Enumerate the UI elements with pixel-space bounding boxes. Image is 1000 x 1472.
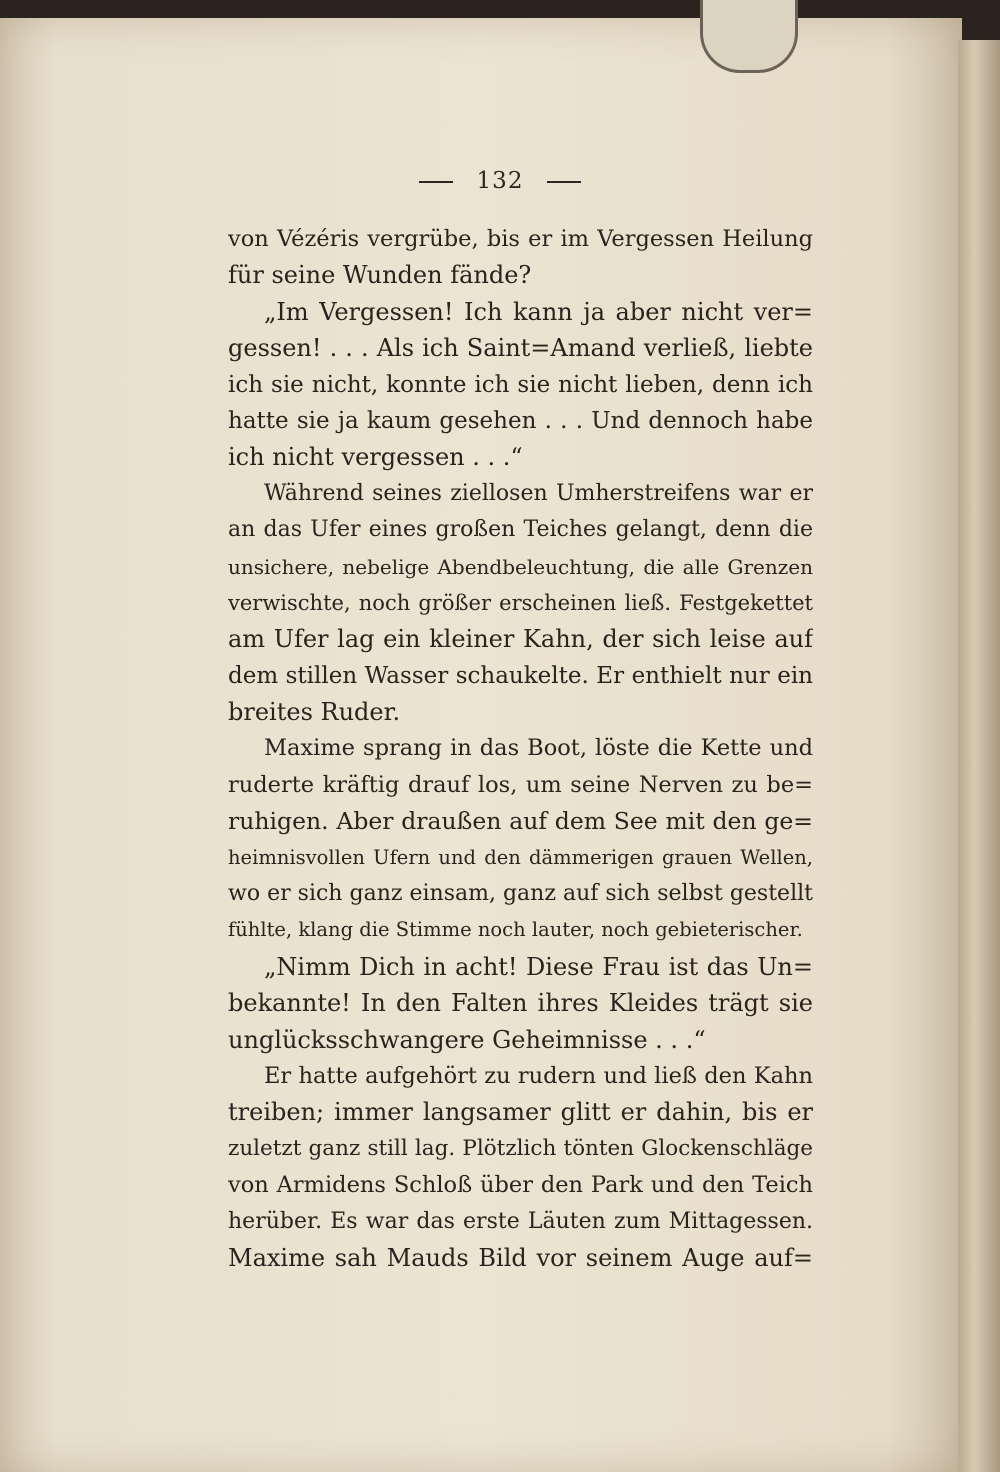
page-number: [0, 168, 1000, 194]
text-line: wo er sich ganz einsam, ganz auf sich selbst gestellt: [228, 881, 813, 907]
text-line: gessen! . . . Als ich Saint=Amand verließ, liebte: [228, 334, 813, 363]
page-number-dash-right: [547, 181, 581, 183]
text-line: Er hatte aufgehört zu rudern und ließ den Kahn: [264, 1062, 813, 1089]
text-line: unsichere, nebelige Abendbeleuchtung, die alle Grenzen: [228, 554, 813, 579]
text-line: Maxime sah Mauds Bild vor seinem Auge auf=: [228, 1243, 813, 1272]
text-line: an das Ufer eines großen Teiches gelangt, denn die: [228, 517, 813, 543]
body-text: [228, 221, 813, 1276]
text-line: zuletzt ganz still lag. Plötzlich tönten Glockenschläge: [228, 1135, 813, 1161]
text-line: ruderte kräftig drauf los, um seine Nerven zu be=: [228, 771, 813, 798]
text-line: ich sie nicht, konnte ich sie nicht lieben, denn ich: [228, 371, 813, 398]
text-line: Während seines ziellosen Umherstreifens war er: [264, 480, 813, 506]
text-line: „Nimm Dich in acht! Diese Frau ist das Un=: [264, 952, 813, 981]
text-line: treiben; immer langsamer glitt er dahin, bis er: [228, 1098, 813, 1127]
text-line: „Im Vergessen! Ich kann ja aber nicht ver=: [264, 297, 813, 326]
text-line: ruhigen. Aber draußen auf dem See mit den ge=: [228, 807, 813, 836]
page-edge: [958, 40, 1000, 1472]
text-line: am Ufer lag ein kleiner Kahn, der sich leise auf: [228, 625, 813, 654]
page-number-value: 132: [476, 168, 524, 194]
text-line: von Vézéris vergrübe, bis er im Vergessen Heilung: [228, 226, 813, 252]
text-line: bekannte! In den Falten ihres Kleides trägt sie: [228, 989, 813, 1018]
text-line: heimnisvollen Ufern und den dämmerigen grauen Wellen,: [228, 845, 813, 869]
corner-mark: [700, 0, 798, 73]
text-line: dem stillen Wasser schaukelte. Er enthielt nur ein: [228, 662, 813, 689]
text-line: für seine Wunden fände?: [228, 261, 532, 290]
text-line: verwischte, noch größer erscheinen ließ. Festgekettet: [228, 590, 813, 615]
text-line: unglücksschwangere Geheimnisse . . .“: [228, 1025, 706, 1054]
text-line: hatte sie ja kaum gesehen . . . Und dennoch habe: [228, 407, 813, 434]
text-line: fühlte, klang die Stimme noch lauter, noch gebieterischer.: [228, 918, 803, 942]
text-line: herüber. Es war das erste Läuten zum Mittagessen.: [228, 1208, 813, 1234]
text-line: ich nicht vergessen . . .“: [228, 443, 523, 472]
text-line: von Armidens Schloß über den Park und den Teich: [228, 1172, 813, 1199]
text-line: breites Ruder.: [228, 698, 401, 727]
text-line: Maxime sprang in das Boot, löste die Kette und: [264, 735, 813, 762]
page-number-dash-left: [419, 181, 453, 183]
